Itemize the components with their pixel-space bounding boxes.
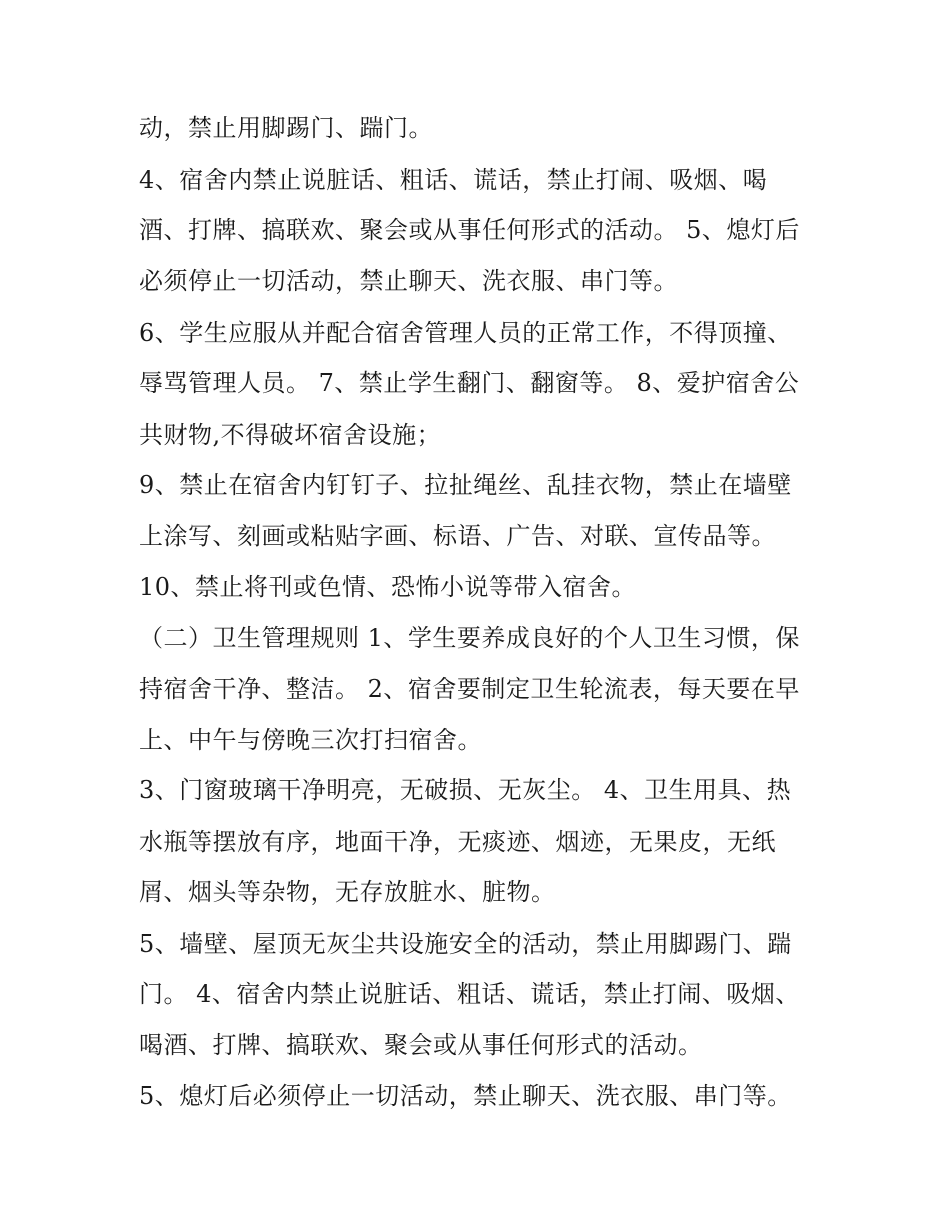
text-line: 必须停止一切活动，禁止聊天、洗衣服、串门等。 [139,267,678,295]
text-line: 10、禁止将刊或色情、恐怖小说等带入宿舍。 [139,573,637,601]
text-line: 9、禁止在宿舍内钉钉子、拉扯绳丝、乱挂衣物，禁止在墙壁 [139,471,792,499]
text-line: 6、学生应服从并配合宿舍管理人员的正常工作，不得顶撞、 [139,319,792,347]
text-line: 共财物,不得破坏宿舍设施； [139,421,442,449]
text-line: 酒、打牌、搞联欢、聚会或从事任何形式的活动。 5、熄灯后 [139,216,800,244]
text-line: 上涂写、刻画或粘贴字画、标语、广告、对联、宣传品等。 [139,522,776,550]
text-line: 喝酒、打牌、搞联欢、聚会或从事任何形式的活动。 [139,1031,703,1059]
text-line: 动，禁止用脚踢门、踹门。 [139,114,433,142]
text-line: 4、宿舍内禁止说脏话、粗话、谎话，禁止打闹、吸烟、喝 [139,166,768,194]
text-line: 门。 4、宿舍内禁止说脏话、粗话、谎话，禁止打闹、吸烟、 [139,980,800,1008]
text-line: 辱骂管理人员。 7、禁止学生翻门、翻窗等。 8、爱护宿舍公 [139,369,800,397]
text-line: 水瓶等摆放有序，地面干净，无痰迹、烟迹，无果皮，无纸 [139,828,776,856]
text-line: 持宿舍干净、整洁。 2、宿舍要制定卫生轮流表，每天要在早 [139,675,800,703]
text-line: 3、门窗玻璃干净明亮，无破损、无灰尘。 4、卫生用具、热 [139,776,792,804]
text-line: （二）卫生管理规则 1、学生要养成良好的个人卫生习惯，保 [139,624,800,652]
text-line: 5、墙壁、屋顶无灰尘共设施安全的活动，禁止用脚踢门、踹 [139,930,792,958]
text-line: 5、熄灯后必须停止一切活动，禁止聊天、洗衣服、串门等。 [139,1082,792,1110]
text-line: 屑、烟头等杂物，无存放脏水、脏物。 [139,878,556,906]
text-line: 上、中午与傍晚三次打扫宿舍。 [139,726,482,754]
